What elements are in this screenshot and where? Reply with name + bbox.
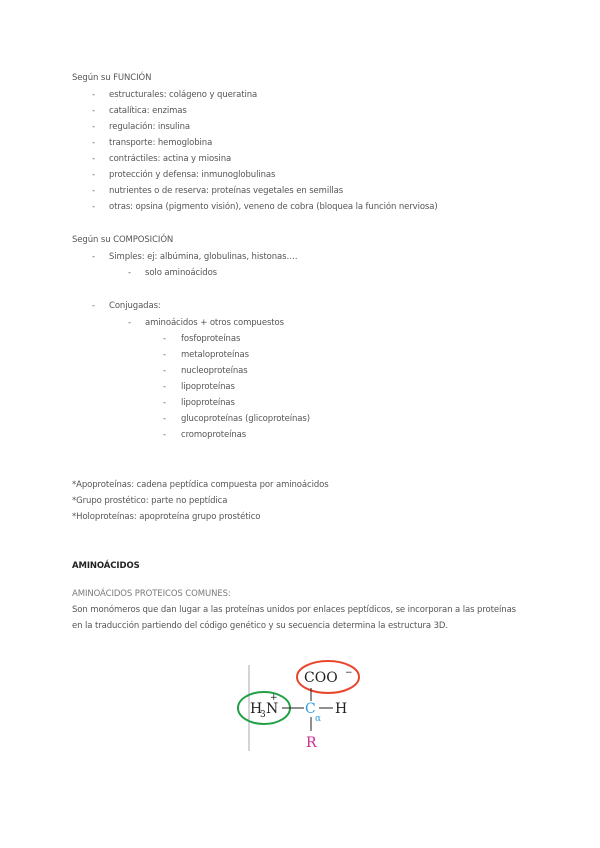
conjugadas-item: glucoproteínas (glicoproteínas)	[181, 414, 310, 424]
bullet-dash: -	[92, 122, 96, 132]
bullet-dash: -	[92, 202, 96, 212]
bullet-dash: -	[92, 301, 96, 311]
conjugadas-item: nucleoproteínas	[181, 366, 248, 376]
r-group-label: R	[306, 735, 317, 751]
aminoacidos-subtitle: AMINOÁCIDOS PROTEICOS COMUNES:	[72, 589, 231, 599]
aminoacidos-title: AMINOÁCIDOS	[72, 561, 140, 571]
funcion-item: otras: opsina (pigmento visión), veneno de cobra (bloquea la función nerviosa)	[109, 202, 438, 212]
funcion-item: regulación: insulina	[109, 122, 190, 132]
composicion-heading: Según su COMPOSICIÓN	[72, 235, 174, 245]
amine-h-label: H	[250, 701, 263, 717]
conjugadas-item: lipoproteínas	[181, 382, 235, 392]
bullet-dash: -	[92, 252, 96, 262]
conjugadas-item: lipoproteínas	[181, 398, 235, 408]
bullet-dash: -	[92, 154, 96, 164]
composicion-conjugadas-sub: aminoácidos + otros compuestos	[145, 318, 284, 328]
conjugadas-item: cromoproteínas	[181, 430, 247, 440]
funcion-item: protección y defensa: inmunoglobulinas	[109, 170, 276, 180]
funcion-heading: Según su FUNCIÓN	[72, 73, 152, 83]
conjugadas-item: fosfoproteínas	[181, 334, 241, 344]
alpha-carbon-label: C	[305, 701, 316, 717]
definition-grupo-prostetico: *Grupo prostético: parte no peptídica	[72, 496, 228, 506]
amine-n-charge: +	[270, 693, 278, 703]
bullet-dash: -	[163, 366, 167, 376]
bullet-dash: -	[92, 138, 96, 148]
bullet-dash: -	[128, 268, 132, 278]
bullet-dash: -	[163, 382, 167, 392]
funcion-item: estructurales: colágeno y queratina	[109, 90, 258, 100]
bullet-dash: -	[92, 186, 96, 196]
definition-apoproteinas: *Apoproteínas: cadena peptídica compuesta por aminoácidos	[72, 480, 329, 490]
amino-acid-structure-diagram	[230, 655, 370, 755]
aminoacidos-paragraph-line1: Son monómeros que dan lugar a las proteínas unidos por enlaces peptídicos, se incorporan a las proteínas	[72, 605, 517, 615]
aminoacidos-paragraph-line2: en la traducción partiendo del código genético y su secuencia determina la estructura 3D.	[72, 621, 448, 631]
funcion-item: catalítica: enzimas	[109, 106, 187, 116]
bullet-dash: -	[163, 430, 167, 440]
bullet-dash: -	[92, 90, 96, 100]
bullet-dash: -	[163, 334, 167, 344]
funcion-item: transporte: hemoglobina	[109, 138, 213, 148]
alpha-label: α	[315, 714, 322, 724]
composicion-simples-sub: solo aminoácidos	[145, 268, 217, 278]
bullet-dash: -	[163, 398, 167, 408]
composicion-conjugadas: Conjugadas:	[109, 301, 161, 311]
carboxyl-charge: −	[345, 668, 353, 678]
funcion-item: nutrientes o de reserva: proteínas vegetales en semillas	[109, 186, 344, 196]
bullet-dash: -	[92, 170, 96, 180]
amine-h-subscript: 3	[260, 710, 266, 720]
conjugadas-item: metaloproteínas	[181, 350, 249, 360]
bullet-dash: -	[163, 350, 167, 360]
definition-holoproteinas: *Holoproteínas: apoproteína grupo prostético	[72, 512, 261, 522]
hydrogen-label: H	[335, 701, 348, 717]
funcion-item: contráctiles: actina y miosina	[109, 154, 232, 164]
amine-n-label: N	[266, 701, 279, 717]
carboxyl-label: COO	[304, 670, 338, 686]
bullet-dash: -	[128, 318, 132, 328]
bullet-dash: -	[163, 414, 167, 424]
composicion-simples: Simples: ej: albúmina, globulinas, histonas….	[109, 252, 298, 262]
bullet-dash: -	[92, 106, 96, 116]
